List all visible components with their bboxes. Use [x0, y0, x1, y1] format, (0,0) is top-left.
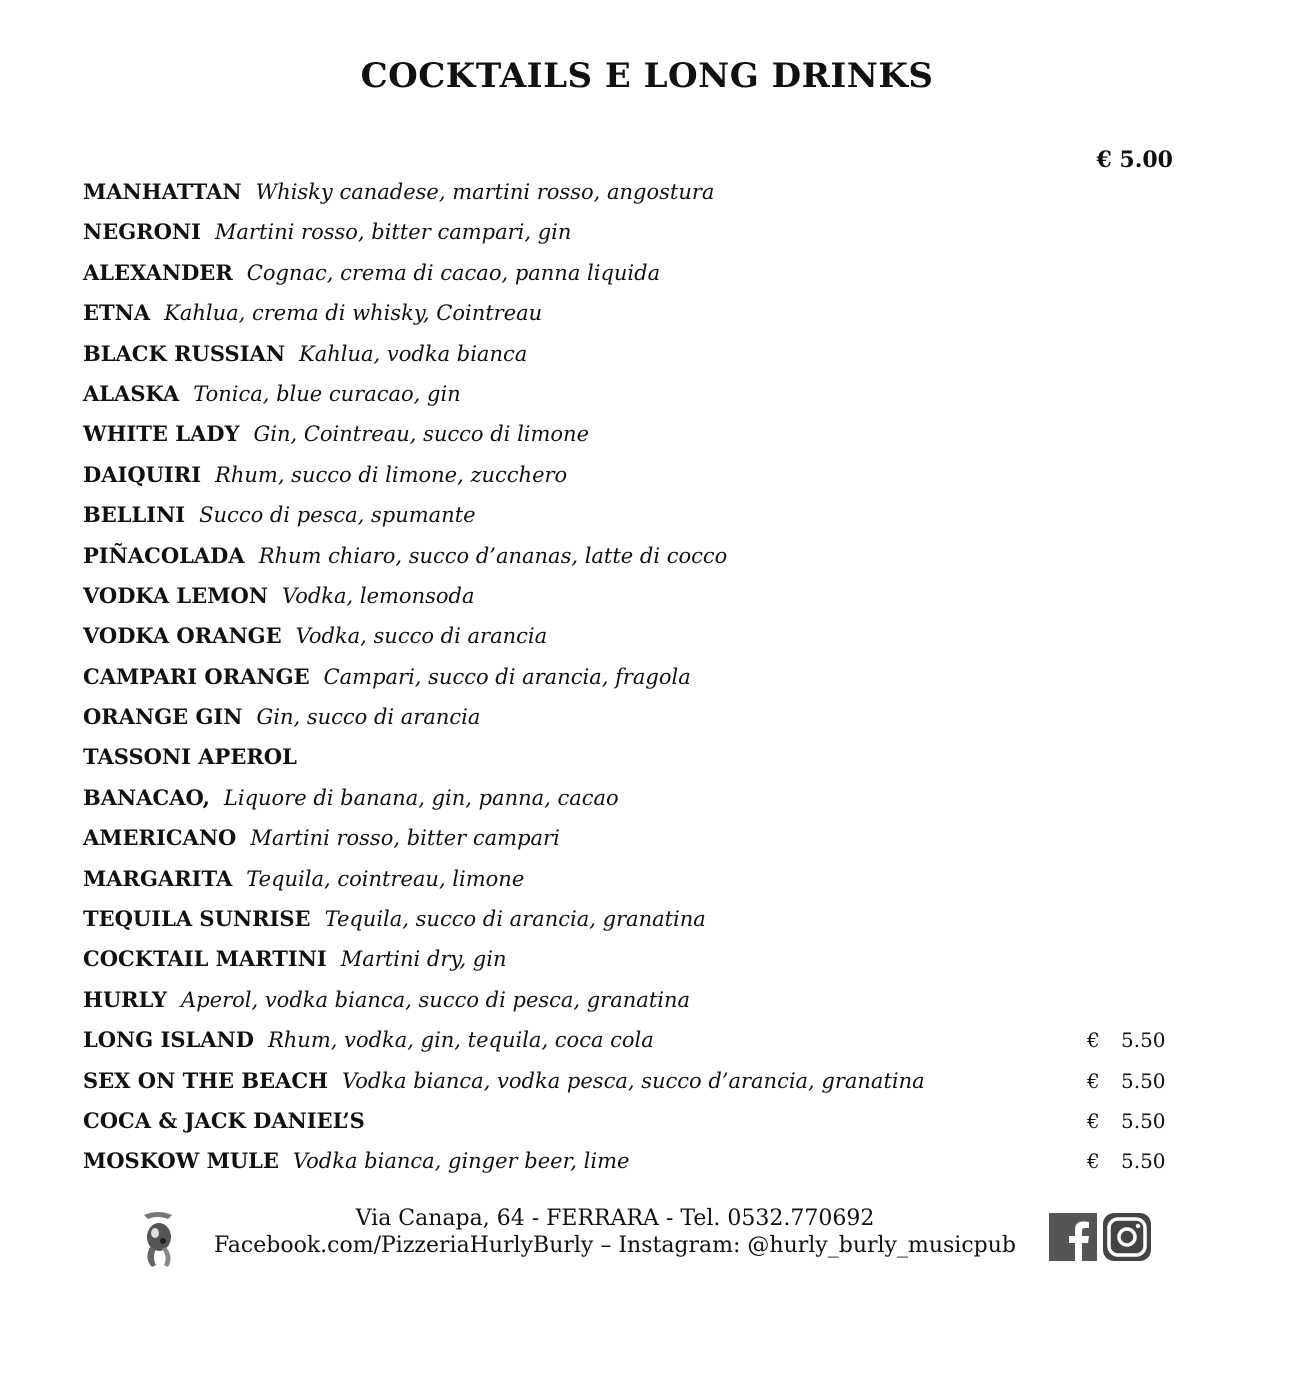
item-currency: € — [1087, 1149, 1100, 1174]
item-price-value: 5.50 — [1121, 1068, 1166, 1093]
menu-item — [83, 539, 1183, 579]
item-name: MOSKOW MULE — [83, 1148, 279, 1174]
item-name: COCA & JACK DANIEL’S — [83, 1107, 365, 1133]
item-description: Rhum, vodka, gin, tequila, coca cola — [267, 1028, 654, 1053]
menu-item — [83, 377, 1183, 417]
item-name: HURLY — [83, 986, 168, 1012]
item-currency: € — [1087, 1068, 1100, 1093]
menu-item — [83, 902, 1183, 942]
item-name: PIÑACOLADA — [83, 542, 245, 568]
cocktail-list — [83, 175, 1183, 1185]
menu-item — [83, 215, 1183, 255]
item-name: AMERICANO — [83, 825, 237, 851]
item-name: BLACK RUSSIAN — [83, 340, 286, 366]
instagram-icon[interactable] — [1103, 1213, 1151, 1261]
item-description: Martini rosso, bitter campari, gin — [214, 220, 572, 245]
item-description: Liquore di banana, gin, panna, cacao — [223, 785, 619, 810]
menu-item — [83, 175, 1183, 215]
menu-item — [83, 1104, 1183, 1144]
item-name: BELLINI — [83, 502, 186, 528]
item-description: Aperol, vodka bianca, succo di pesca, granatina — [181, 987, 691, 1012]
item-price — [1087, 1064, 1166, 1098]
item-description: Rhum chiaro, succo d’ananas, latte di cocco — [258, 543, 728, 568]
item-description: Campari, succo di arancia, fragola — [323, 664, 691, 689]
item-currency: € — [1087, 1108, 1100, 1133]
item-name: DAIQUIRI — [83, 461, 202, 487]
footer-social-links: Facebook.com/PizzeriaHurlyBurly – Instagram: @hurly_burly_musicpub — [214, 1233, 1016, 1258]
menu-item — [83, 256, 1183, 296]
item-price-value: 5.50 — [1121, 1149, 1166, 1174]
item-price — [1087, 1104, 1166, 1138]
item-description: Gin, succo di arancia — [256, 705, 481, 730]
item-description: Vodka bianca, ginger beer, lime — [292, 1149, 630, 1174]
menu-item — [83, 458, 1183, 498]
item-name: ORANGE GIN — [83, 704, 243, 730]
item-price-value: 5.50 — [1121, 1028, 1166, 1053]
item-name: TASSONI APEROL — [83, 744, 297, 770]
menu-item — [83, 619, 1183, 659]
menu-item — [83, 1023, 1183, 1063]
item-name: ETNA — [83, 300, 151, 326]
item-description: Vodka, lemonsoda — [281, 583, 475, 608]
menu-item — [83, 337, 1183, 377]
menu-item — [83, 781, 1183, 821]
item-name: ALASKA — [83, 380, 180, 406]
menu-item — [83, 862, 1183, 902]
item-name: LONG ISLAND — [83, 1027, 254, 1053]
footer-address: Via Canapa, 64 - FERRARA - Tel. 0532.770692 — [355, 1206, 875, 1231]
menu-item — [83, 498, 1183, 538]
item-name: VODKA ORANGE — [83, 623, 282, 649]
menu-item — [83, 296, 1183, 336]
footer — [150, 1205, 1080, 1259]
item-description: Tequila, cointreau, limone — [246, 866, 525, 891]
menu-item — [83, 660, 1183, 700]
item-description: Kahlua, crema di whisky, Cointreau — [164, 301, 543, 326]
menu-item — [83, 942, 1183, 982]
item-currency: € — [1087, 1028, 1100, 1053]
social-icons — [1049, 1213, 1151, 1261]
item-price — [1087, 1023, 1166, 1057]
item-name: ALEXANDER — [83, 259, 233, 285]
item-description: Martini dry, gin — [340, 947, 507, 972]
menu-item — [83, 983, 1183, 1023]
facebook-icon[interactable] — [1049, 1213, 1097, 1261]
item-description: Tonica, blue curacao, gin — [193, 381, 461, 406]
item-name: WHITE LADY — [83, 421, 240, 447]
menu-item — [83, 1064, 1183, 1104]
item-name: NEGRONI — [83, 219, 201, 245]
item-name: VODKA LEMON — [83, 582, 268, 608]
menu-item — [83, 700, 1183, 740]
menu-item — [83, 740, 1183, 780]
page-title: COCKTAILS E LONG DRINKS — [360, 56, 934, 96]
item-name: CAMPARI ORANGE — [83, 663, 310, 689]
item-description: Whisky canadese, martini rosso, angostura — [255, 180, 715, 204]
base-price: € 5.00 — [1096, 147, 1173, 173]
item-name: COCKTAIL MARTINI — [83, 946, 327, 972]
item-description: Kahlua, vodka bianca — [299, 341, 528, 366]
menu-item — [83, 417, 1183, 457]
item-description: Vodka bianca, vodka pesca, succo d’arancia, granatina — [341, 1068, 925, 1093]
item-description: Gin, Cointreau, succo di limone — [253, 422, 590, 447]
item-name: TEQUILA SUNRISE — [83, 906, 311, 932]
item-description: Rhum, succo di limone, zucchero — [215, 462, 568, 487]
menu-item — [83, 579, 1183, 619]
menu-item — [83, 821, 1183, 861]
item-description: Tequila, succo di arancia, granatina — [324, 907, 706, 932]
item-price-value: 5.50 — [1121, 1108, 1166, 1133]
item-name: SEX ON THE BEACH — [83, 1067, 328, 1093]
menu-item — [83, 1144, 1183, 1184]
item-description: Martini rosso, bitter campari — [250, 826, 560, 851]
item-description: Vodka, succo di arancia — [295, 624, 548, 649]
item-name: BANACAO, — [83, 784, 210, 810]
item-description: Cognac, crema di cacao, panna liquida — [246, 260, 661, 285]
item-description: Succo di pesca, spumante — [199, 503, 476, 528]
item-name: MARGARITA — [83, 865, 233, 891]
item-price — [1087, 1144, 1166, 1178]
item-name: MANHATTAN — [83, 179, 242, 204]
